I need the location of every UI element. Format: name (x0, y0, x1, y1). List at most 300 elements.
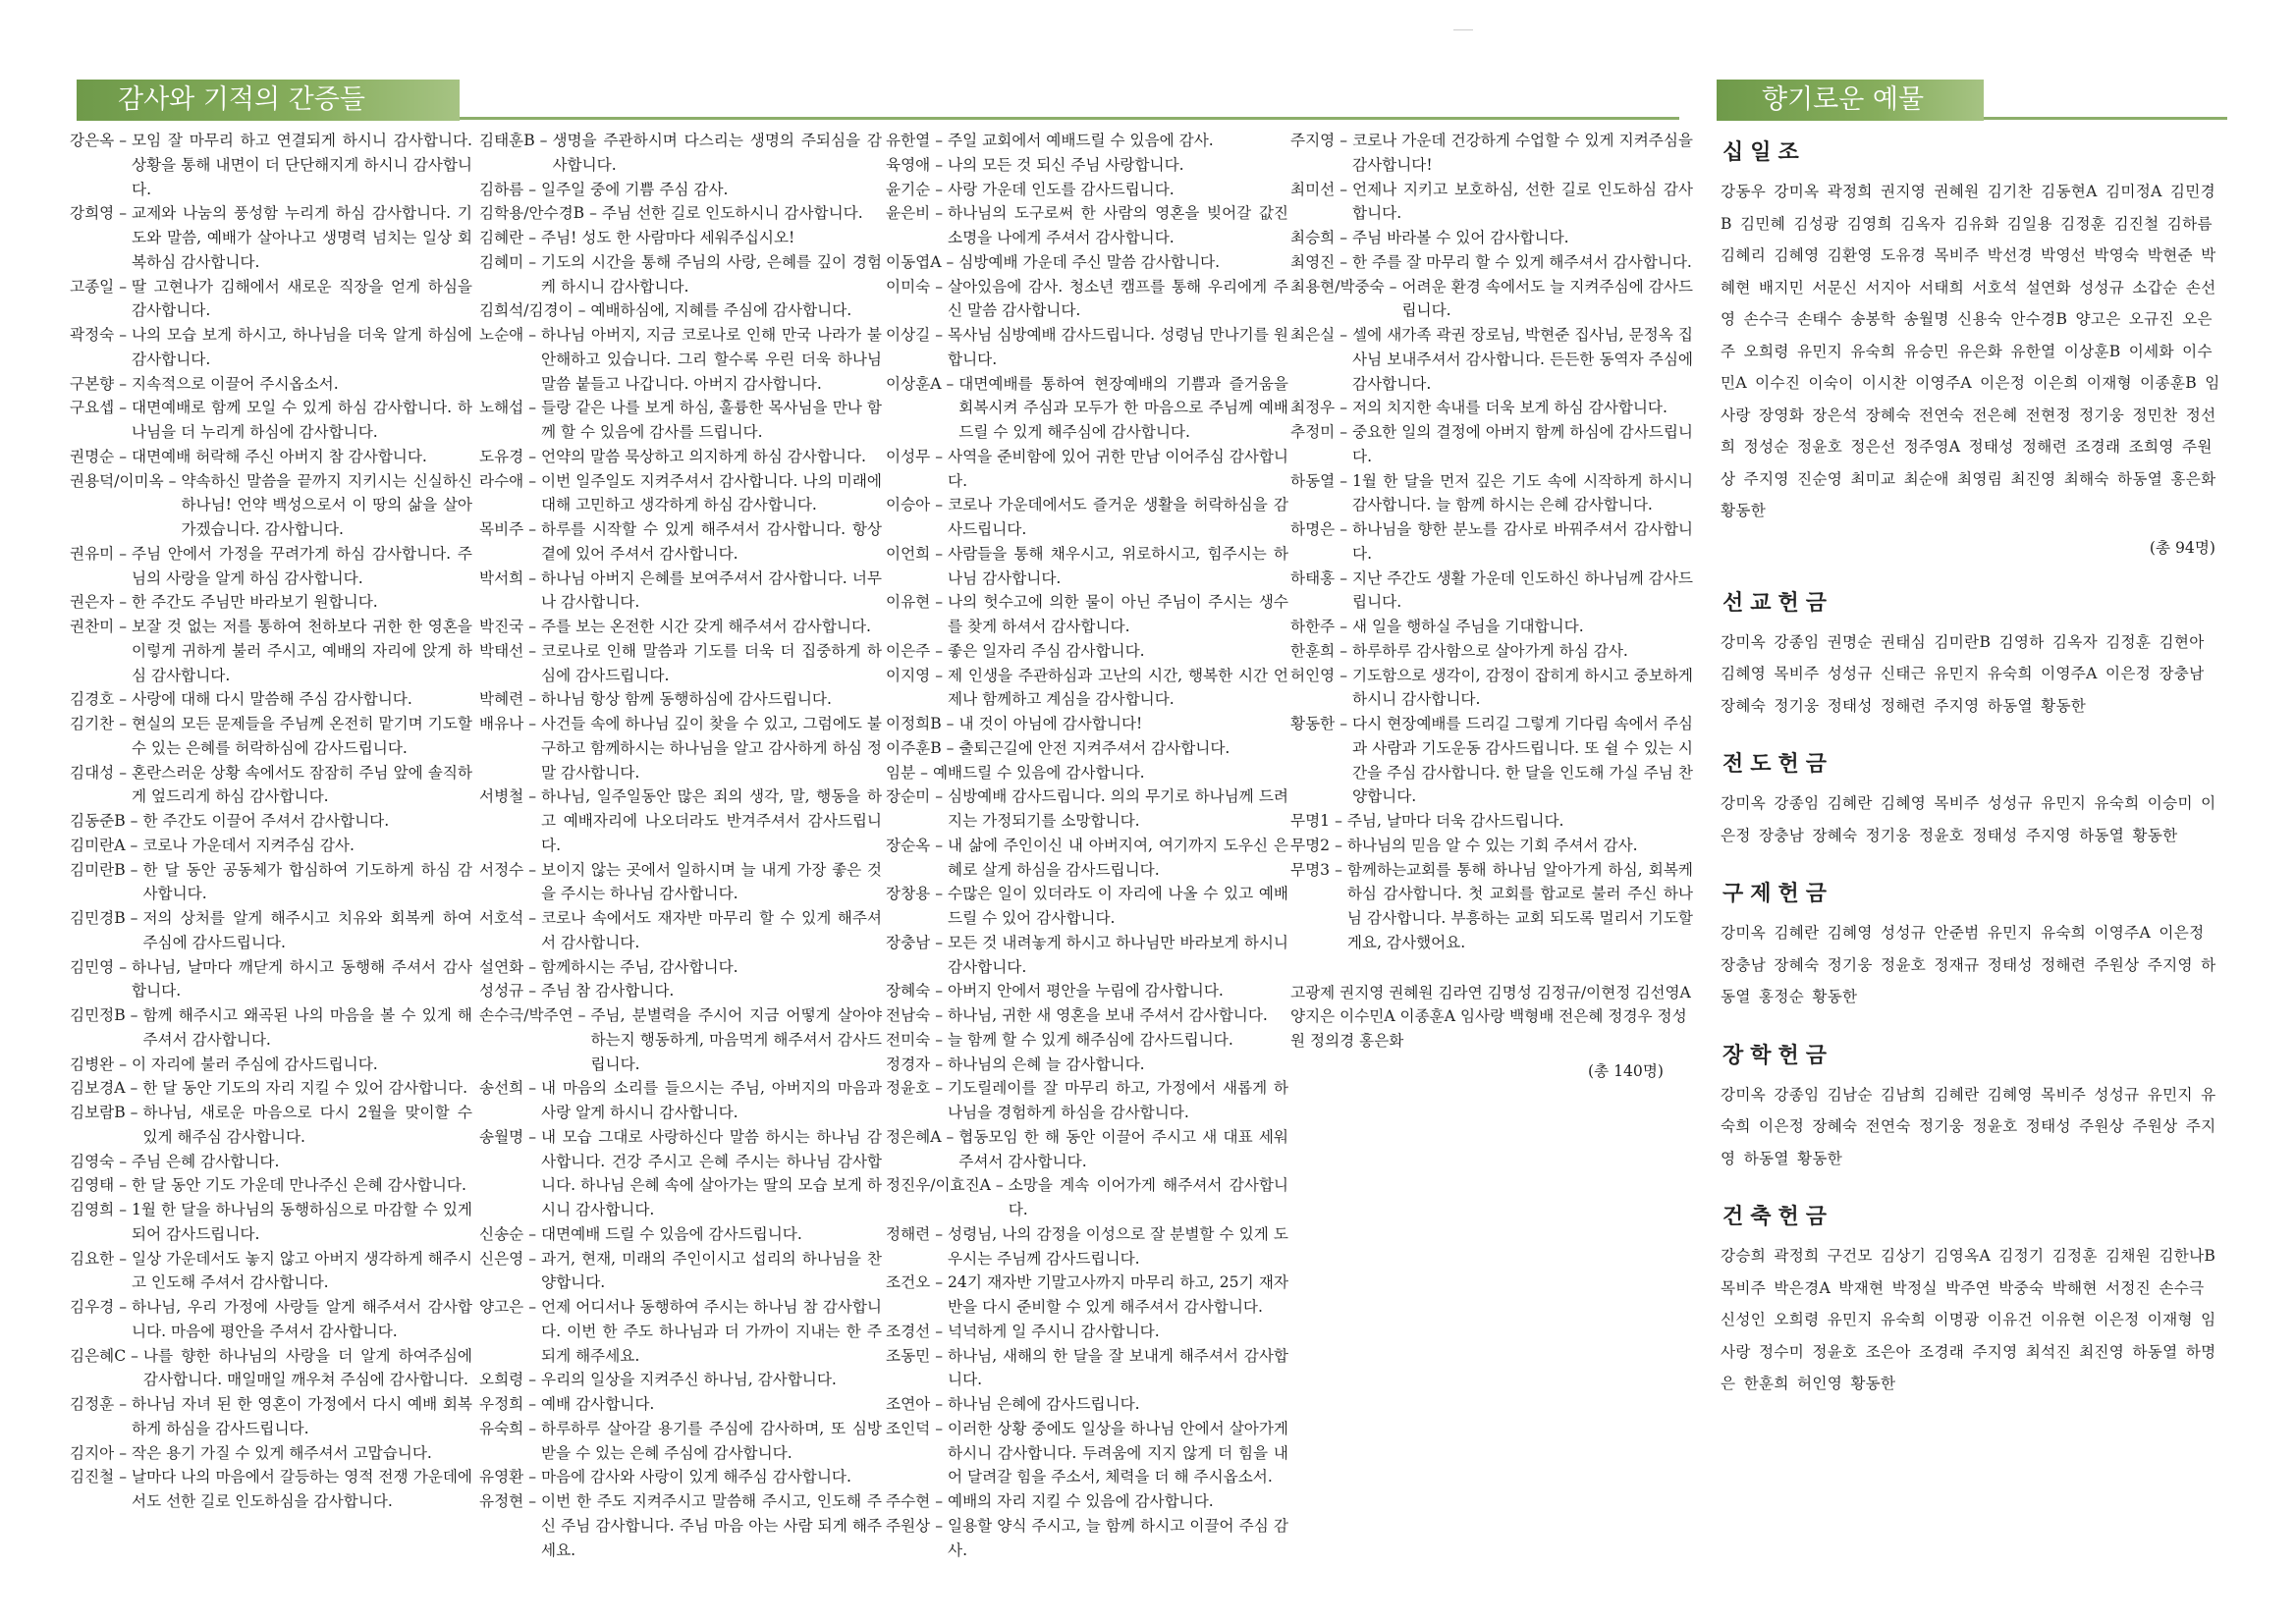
testimony-name: 성성규 (479, 982, 524, 1001)
testimony-entry (1290, 809, 1693, 834)
testimony-text: 사랑에 대해 다시 말씀해 주심 감사합니다. (132, 690, 412, 709)
testimony-text: 언제 어디서나 동행하여 주시는 하나님 참 감사합니다. 이번 한 주도 하나님과 더 가까이 지내는 한 주 되게 해주세요. (541, 1298, 882, 1365)
dash-separator: – (935, 1419, 943, 1437)
dash-separator: – (119, 399, 127, 417)
testimony-entry (479, 323, 882, 396)
testimony-text: 주일 교회에서 예배드릴 수 있음에 감사. (948, 132, 1214, 149)
testimony-column-2 (479, 129, 882, 1562)
dash-separator: – (935, 544, 943, 563)
dash-separator: – (946, 374, 955, 393)
dash-separator: – (1339, 715, 1347, 732)
dash-separator: – (1339, 641, 1347, 660)
testimony-entry (479, 1489, 882, 1562)
testimony-column-1 (70, 129, 472, 1514)
testimony-entry (1290, 517, 1693, 567)
testimony-text: 하루하루 감사함으로 살아가게 하심 감사. (1352, 641, 1628, 660)
testimony-text: 제 인생을 주관하심과 고난의 시간, 행복한 시간 언제나 함께하고 계심을 감사합니다. (948, 666, 1288, 709)
testimony-name: 최승희 (1290, 229, 1336, 246)
dash-separator: – (1339, 252, 1347, 271)
testimony-name: 최미선 (1290, 180, 1336, 198)
dash-separator: – (1389, 277, 1397, 296)
dash-separator: – (935, 496, 943, 514)
testimony-entry (70, 542, 472, 591)
dash-separator: – (528, 1079, 536, 1098)
testimony-text: 한 주간도 이끌어 주셔서 감사합니다. (142, 812, 390, 830)
testimony-entry (479, 1003, 882, 1076)
testimony-entry (479, 1247, 882, 1296)
testimony-text: 함께 해주시고 왜곡된 나의 마음을 볼 수 있게 해주셔서 감사합니다. (142, 1006, 472, 1049)
offerings-banner (1717, 80, 1984, 121)
testimony-text: 사랑 가운데 인도를 감사드립니다. (948, 180, 1175, 198)
testimony-entry (1290, 420, 1693, 469)
dash-separator: – (119, 1176, 127, 1195)
testimony-entry (479, 712, 882, 784)
dash-separator: – (589, 204, 597, 223)
testimony-entry (1290, 323, 1693, 396)
dash-separator: – (935, 1395, 943, 1413)
testimony-name: 유영환 (479, 1468, 524, 1487)
testimony-name: 양고은 (479, 1298, 524, 1316)
dash-separator: – (935, 836, 943, 854)
testimony-entry (70, 809, 472, 834)
testimony-entry (70, 445, 472, 469)
testimony-text: 하나님, 일주일동안 많은 죄의 생각, 말, 행동을 하고 예배자리에 나오더라도 반겨주셔서 감사드립니다. (541, 787, 882, 854)
testimony-entry (1290, 178, 1693, 227)
testimony-entry (886, 1125, 1288, 1174)
testimony-text: 하나님, 우리 가정에 사랑들 알게 해주셔서 감사합니다. 마음에 평안을 주셔서 감사합니다. (132, 1298, 472, 1340)
dash-separator: – (119, 544, 127, 563)
testimony-entry (886, 1173, 1288, 1222)
testimony-text: 하나님 아버지 은혜를 보여주셔서 감사합니다. 너무나 감사합니다. (541, 568, 882, 612)
offerings-banner-rule (1984, 117, 2227, 120)
dash-separator: – (528, 618, 536, 635)
testimony-text: 주를 보는 온전한 시간 갖게 해주셔서 감사합니다. (541, 618, 871, 635)
testimony-name: 김영태 (70, 1176, 115, 1195)
dash-separator: – (1339, 180, 1347, 198)
testimony-name: 조연아 (886, 1395, 931, 1413)
testimony-name: 박진국 (479, 618, 524, 635)
testimony-name: 김기찬 (70, 715, 115, 732)
dash-separator: – (935, 885, 943, 903)
testimony-text: 기도의 시간을 통해 주님의 사랑, 은혜를 깊이 경험케 하시니 감사합니다. (541, 252, 882, 296)
dash-separator: – (935, 277, 943, 296)
testimony-text: 한 주간도 주님만 바라보기 원합니다. (132, 593, 378, 612)
testimony-name: 김진철 (70, 1468, 115, 1487)
testimony-text: 예배드릴 수 있음에 감사합니다. (932, 763, 1145, 782)
testimony-text: 함께하시는 주님, 감사합니다. (541, 957, 738, 976)
testimony-text: 새 일을 행하실 주님을 기대합니다. (1352, 618, 1584, 635)
testimony-name: 조건오 (886, 1273, 931, 1292)
dash-separator: – (130, 1006, 138, 1024)
testimony-name: 고종일 (70, 277, 115, 296)
testimony-name: 권찬미 (70, 618, 115, 635)
top-rule (1453, 29, 1473, 30)
dash-separator: – (935, 447, 943, 465)
testimony-text: 주님 참 감사합니다. (541, 982, 675, 1001)
testimony-text: 대면예배 허락해 주신 아버지 참 감사합니다. (132, 447, 427, 465)
testimony-name: 설연화 (479, 957, 524, 976)
dash-separator: – (119, 618, 127, 635)
testimony-text: 날마다 나의 마음에서 갈등하는 영적 전쟁 가운데에서도 선한 길로 인도하심을 감사합니다. (132, 1468, 472, 1510)
testimony-text: 주님, 날마다 더욱 감사드립니다. (1346, 812, 1564, 830)
dash-separator: – (130, 812, 138, 830)
testimony-name: 이정희B (886, 715, 942, 732)
testimony-text: 코로나 가운데 건강하게 수업할 수 있게 지켜주심을 감사합니다! (1352, 132, 1693, 174)
testimony-count: (총 140명) (1587, 1061, 1664, 1080)
dash-separator: – (935, 204, 943, 223)
dash-separator: – (946, 738, 955, 757)
testimony-text: 모임 잘 마무리 하고 연결되게 하시니 감사합니다. 상황을 통해 내면이 더 단단해지게 하시니 감사합니다. (132, 132, 472, 198)
dash-separator: – (119, 204, 127, 223)
offering-count: (총 94명) (2149, 538, 2215, 557)
dash-separator: – (528, 909, 536, 927)
testimony-text: 하나님, 귀한 새 영혼을 보내 주셔서 감사합니다. (948, 1006, 1268, 1024)
testimony-text: 나의 헛수고에 의한 물이 아닌 주님이 주시는 생수를 찾게 하셔서 감사합니다. (948, 593, 1288, 635)
testimony-name: 하동열 (1290, 471, 1336, 490)
dash-separator: – (119, 715, 127, 732)
testimony-text: 주님 선한 길로 인도하시니 감사합니다. (601, 204, 863, 223)
testimony-name: 유한열 (886, 132, 931, 149)
testimony-entry (479, 858, 882, 907)
offering-section (1721, 877, 2221, 1013)
testimony-text: 넉넉하게 일 주시니 감사합니다. (948, 1322, 1160, 1340)
testimony-text: 수많은 일이 있더라도 이 자리에 나올 수 있고 예배드릴 수 있어 감사합니다. (948, 885, 1288, 927)
testimony-entry (70, 1441, 472, 1466)
testimony-text: 저의 상처를 알게 해주시고 치유와 회복케 하여 주심에 감사드립니다. (142, 909, 472, 951)
testimony-entry (886, 664, 1288, 713)
testimony-entry (886, 323, 1288, 372)
testimony-entry (886, 639, 1288, 664)
testimony-name: 임분 (886, 763, 916, 782)
testimony-name: 이주훈B (886, 738, 942, 757)
testimony-name: 장창용 (886, 885, 931, 903)
testimony-entry (479, 517, 882, 567)
testimony-name: 이상훈A (886, 374, 942, 393)
testimony-entry (886, 590, 1288, 639)
testimony-text: 주님 은혜 감사합니다. (132, 1152, 280, 1170)
dash-separator: – (1339, 132, 1347, 149)
testimony-text: 늘 함께 할 수 있게 해주심에 감사드립니다. (948, 1030, 1233, 1049)
dash-separator: – (119, 1055, 127, 1073)
testimony-name: 김태훈B (479, 132, 535, 149)
offering-section (1721, 747, 2221, 851)
testimony-name: 우정희 (479, 1395, 524, 1413)
testimony-entry (1290, 639, 1693, 664)
testimony-text: 작은 용기 가질 수 있게 해주셔서 고맙습니다. (132, 1443, 432, 1462)
testimony-entry (886, 1514, 1288, 1563)
dash-separator: – (935, 1079, 943, 1098)
dash-separator: – (119, 1201, 127, 1218)
dash-separator: – (119, 1298, 127, 1316)
testimony-name: 정은혜A (886, 1127, 942, 1146)
testimony-entry (886, 129, 1288, 153)
extra-names-text: 고광제 권지영 권혜원 김라연 김명성 김정규/이현정 김선영A 양지은 이수민A 이종훈A 임사랑 백형배 전은혜 정경우 정성원 정의경 홍은화 (1290, 983, 1691, 1050)
testimony-entry (1290, 664, 1693, 713)
offering-section (1721, 1200, 2221, 1400)
testimony-name: 이상길 (886, 326, 931, 344)
testimony-text: 심방예배 가운데 주신 말씀 감사합니다. (958, 252, 1221, 271)
testimony-name: 손수극/박주연 (479, 1006, 574, 1024)
testimony-entry (1290, 275, 1693, 324)
testimony-entry (886, 153, 1288, 178)
testimony-text: 다시 현장예배를 드리길 그렇게 기다림 속에서 주심과 사람과 기도운동 감사드립니다. 또 쉴 수 있는 시간을 주심 감사합니다. 한 달을 인도해 가실 주님 찬양합니다. (1352, 715, 1693, 806)
testimony-entry (479, 1076, 882, 1125)
testimony-entry (479, 226, 882, 250)
testimony-entry (70, 372, 472, 397)
dash-separator: – (539, 132, 548, 149)
testimony-name: 이은주 (886, 641, 931, 660)
testimony-entry (886, 761, 1288, 785)
testimony-text: 하나님 은혜에 감사드립니다. (948, 1395, 1140, 1413)
extra-names-block (1290, 981, 1693, 1054)
testimony-text: 이러한 상황 중에도 일상을 하나님 안에서 살아가게 하시니 감사합니다. 두려움에 지지 않게 더 힘을 내어 달려갈 힘을 주소서, 체력을 더 해 주시옵소서. (948, 1419, 1288, 1487)
testimony-text: 하루를 시작할 수 있게 해주셔서 감사합니다. 항상 곁에 있어 주셔서 감사합니다. (541, 520, 882, 563)
testimony-name: 서호석 (479, 909, 524, 927)
testimony-name: 김미란A (70, 836, 126, 854)
testimony-text: 주님 안에서 가정을 꾸려가게 하심 감사합니다. 주님의 사랑을 알게 하심 감사합니다. (132, 544, 472, 587)
dash-separator: – (946, 715, 955, 732)
testimony-text: 생명을 주관하시며 다스리는 생명의 주되심을 감사합니다. (552, 132, 882, 174)
dash-separator: – (528, 1298, 536, 1316)
testimony-name: 장순미 (886, 787, 931, 806)
offerings-list (1721, 135, 2221, 1426)
dash-separator: – (1339, 423, 1347, 441)
offering-section (1721, 586, 2221, 723)
dash-separator: – (935, 1006, 943, 1024)
testimony-text: 일용할 양식 주시고, 늘 함께 하시고 이끌어 주심 감사. (948, 1516, 1288, 1559)
testimony-entry (479, 178, 882, 202)
testimony-name: 육영애 (886, 155, 931, 174)
dash-separator: – (130, 909, 138, 927)
testimony-name: 최영진 (1290, 252, 1336, 271)
testimony-name: 서정수 (479, 860, 524, 879)
dash-separator: – (528, 252, 536, 271)
testimony-name: 김지아 (70, 1443, 115, 1462)
dash-separator: – (528, 860, 536, 879)
testimony-entry (479, 955, 882, 980)
testimony-name: 한훈희 (1290, 641, 1336, 660)
testimony-entry (70, 712, 472, 761)
dash-separator: – (935, 593, 943, 612)
testimony-entry (70, 469, 472, 542)
testimony-text: 내 마음의 소리를 들으시는 주님, 아버지의 마음과 사랑 알게 하시니 감사합니다. (541, 1079, 882, 1121)
testimony-entry (1290, 567, 1693, 616)
dash-separator: – (528, 471, 536, 490)
testimony-entry (886, 493, 1288, 542)
testimony-entry (886, 445, 1288, 494)
dash-separator: – (119, 277, 127, 296)
dash-separator: – (528, 1468, 536, 1487)
testimony-name: 최은실 (1290, 326, 1336, 344)
dash-separator: – (935, 1346, 943, 1365)
dash-separator: – (935, 1322, 943, 1340)
dash-separator: – (528, 447, 536, 465)
testimony-name: 장혜숙 (886, 982, 931, 1001)
testimony-text: 한 달 동안 공동체가 합심하여 기도하게 하심 감사합니다. (142, 860, 472, 903)
testimony-name: 정윤호 (886, 1079, 931, 1098)
testimony-entry (70, 687, 472, 712)
testimony-text: 기도릴레이를 잘 마무리 하고, 가정에서 새롭게 하나님을 경험하게 하심을 감사합니다. (948, 1079, 1288, 1121)
offering-section-title: 선교헌금 (1722, 590, 1834, 616)
offering-names: 강미옥 강종임 김혜란 김혜영 목비주 성성규 유민지 유숙희 이승미 이은정 장충남 장혜숙 정기웅 정윤호 정태성 주지영 하동열 황동한 (1721, 794, 2216, 844)
dash-separator: – (119, 1395, 127, 1413)
testimony-entry (479, 1222, 882, 1247)
testimony-name: 김경호 (70, 690, 115, 709)
dash-separator: – (528, 1419, 536, 1437)
testimony-text: 언약의 말씀 묵상하고 의지하게 하심 감사합니다. (541, 447, 867, 465)
testimony-name: 박태선 (479, 641, 524, 660)
testimony-entry (479, 201, 882, 226)
testimony-name: 권은자 (70, 593, 115, 612)
testimony-name: 김우경 (70, 1298, 115, 1316)
testimony-entry (886, 1392, 1288, 1417)
testimony-name: 이미숙 (886, 277, 931, 296)
testimony-name: 김혜란 (479, 229, 524, 246)
testimony-entry (1290, 615, 1693, 639)
testimony-name: 박서희 (479, 568, 524, 587)
testimony-text: 이번 일주일도 지켜주셔서 감사합니다. 나의 미래에 대해 고민하고 생각하게 하심 감사합니다. (541, 471, 882, 514)
testimony-text: 한 달 동안 기도의 자리 지킬 수 있어 감사합니다. (142, 1079, 468, 1098)
testimony-entry (886, 178, 1288, 202)
testimony-entry (1290, 226, 1693, 250)
testimony-text: 코로나 가운데에서도 즐거운 생활을 허락하심을 감사드립니다. (948, 496, 1288, 538)
testimony-text: 딸 고현나가 김해에서 새로운 직장을 얻게 하심을 감사합니다. (132, 277, 472, 320)
testimony-entry (1290, 712, 1693, 809)
testimony-name: 김은혜C (70, 1346, 127, 1365)
testimony-text: 사역을 준비함에 있어 귀한 만남 이어주심 감사합니다. (948, 447, 1288, 490)
testimony-entry (886, 784, 1288, 834)
testimony-name: 노해섭 (479, 399, 524, 417)
dash-separator: – (119, 374, 127, 393)
testimony-name: 김민영 (70, 957, 115, 976)
testimony-text: 좋은 일자리 주심 감사합니다. (948, 641, 1145, 660)
testimony-text: 내 모습 그대로 사랑하신다 말씀 하시는 하나님 감사합니다. 건강 주시고 은혜 주시는 하나님 감사합니다. 하나님 은혜 속에 살아가는 딸의 모습 보게 하시니 감사합니다. (541, 1127, 882, 1218)
testimony-text: 이 자리에 불러 주심에 감사드립니다. (132, 1055, 378, 1073)
testimony-entry (886, 712, 1288, 736)
dash-separator: – (1339, 471, 1347, 490)
testimony-entry (70, 1150, 472, 1174)
testimony-text: 이번 한 주도 지켜주시고 말씀해 주시고, 인도해 주신 주님 감사합니다. 주님 마음 아는 사람 되게 해주세요. (541, 1492, 882, 1559)
testimony-entry (70, 1173, 472, 1198)
testimony-name: 김희석/김경이 (479, 301, 574, 320)
testimony-entry (886, 1320, 1288, 1344)
testimony-name: 이승아 (886, 496, 931, 514)
testimony-text: 하나님 아버지, 지금 코로나로 인해 만국 나라가 불안해하고 있습니다. 그리 할수록 우린 더욱 하나님 말씀 붙들고 나갑니다. 아버지 감사합니다. (541, 326, 882, 393)
offering-section (1721, 1039, 2221, 1175)
testimony-name: 구요셉 (70, 399, 115, 417)
testimony-text: 협동모임 한 해 동안 이끌어 주시고 새 대표 세워주셔서 감사합니다. (958, 1127, 1288, 1170)
testimony-entry (479, 469, 882, 518)
dash-separator: – (528, 180, 536, 198)
testimony-name: 라수애 (479, 471, 524, 490)
testimony-extra-names (1290, 981, 1693, 1084)
testimony-text: 코로나로 인해 말씀과 기도를 더욱 더 집중하게 하심에 감사드립니다. (541, 641, 882, 684)
testimony-text: 하나님의 도구로써 한 사람의 영혼을 빚어갈 값진 소명을 나에게 주셔서 감사합니다. (948, 204, 1288, 246)
testimony-name: 이성무 (886, 447, 931, 465)
dash-separator: – (119, 447, 127, 465)
testimony-entry (70, 615, 472, 687)
testimony-entry (70, 201, 472, 274)
testimony-name: 목비주 (479, 520, 524, 538)
testimony-name: 신송순 (479, 1224, 524, 1243)
testimony-entry (70, 834, 472, 858)
testimony-entry (479, 567, 882, 616)
testimony-name: 김영숙 (70, 1152, 115, 1170)
testimony-entry (479, 615, 882, 639)
testimony-name: 유정현 (479, 1492, 524, 1510)
dash-separator: – (1335, 860, 1342, 879)
testimony-entry (1290, 129, 1693, 178)
dash-separator: – (935, 666, 943, 684)
testimony-text: 내 삶에 주인이신 내 아버지여, 여기까지 도우신 은혜로 살게 하심을 감사드립니다. (948, 836, 1288, 879)
dash-separator: – (119, 1468, 127, 1487)
testimony-entry (886, 542, 1288, 591)
testimony-text: 1월 한 달을 하나님의 동행하심으로 마감할 수 있게 되어 감사드립니다. (132, 1201, 472, 1243)
testimony-text: 성령님, 나의 감정을 이성으로 잘 분별할 수 있게 도우시는 주님께 감사드립니다. (948, 1224, 1288, 1268)
dash-separator: – (1335, 836, 1342, 854)
testimony-text: 언제나 지키고 보호하심, 선한 길로 인도하심 감사합니다. (1352, 180, 1693, 223)
testimony-name: 윤기순 (886, 180, 931, 198)
testimony-entry (479, 129, 882, 178)
dash-separator: – (130, 1104, 138, 1121)
testimony-name: 유숙희 (479, 1419, 524, 1437)
testimony-text: 하루하루 살아갈 용기를 주심에 감사하며, 또 심방 받을 수 있는 은혜 주심에 감사합니다. (541, 1419, 882, 1462)
testimony-text: 보이지 않는 곳에서 일하시며 늘 내게 가장 좋은 것을 주시는 하나님 감사합니다. (541, 860, 882, 903)
testimony-entry (70, 761, 472, 810)
testimony-entry (886, 372, 1288, 445)
testimony-text: 주님! 성도 한 사람마다 세워주십시오! (541, 229, 795, 246)
testimony-text: 출퇴근길에 안전 지켜주셔서 감사합니다. (958, 738, 1230, 757)
testimony-name: 신은영 (479, 1249, 524, 1268)
offering-section-title: 장학헌금 (1722, 1043, 1834, 1068)
testimony-name: 도유경 (479, 447, 524, 465)
testimony-name: 김보람B (70, 1104, 126, 1121)
testimony-entry (886, 736, 1288, 761)
testimony-entry (1290, 834, 1693, 858)
testimony-text: 들랑 같은 나를 보게 하심, 훌륭한 목사님을 만나 함께 할 수 있음에 감사를 드립니다. (541, 399, 882, 441)
dash-separator: – (577, 1006, 586, 1024)
testimony-name: 윤은비 (886, 204, 931, 223)
testimony-text: 일상 가운데서도 놓지 않고 아버지 생각하게 해주시고 인도해 주셔서 감사합니다. (132, 1249, 472, 1292)
testimony-text: 1월 한 달을 먼저 깊은 기도 속에 시작하게 하시니 감사합니다. 늘 함께 하시는 은혜 감사합니다. (1352, 471, 1693, 514)
testimony-entry (886, 882, 1288, 931)
dash-separator: – (528, 715, 536, 732)
testimony-text: 현실의 모든 문제들을 주님께 온전히 맡기며 기도할 수 있는 은혜를 허락하심에 감사드립니다. (132, 715, 472, 757)
dash-separator: – (935, 326, 943, 344)
testimony-text: 예배 감사합니다. (541, 1395, 655, 1413)
dash-separator: – (130, 860, 138, 879)
testimony-name: 구본향 (70, 374, 115, 393)
testimony-entry (479, 1368, 882, 1392)
testimony-entry (886, 1489, 1288, 1514)
testimony-entry (70, 275, 472, 324)
dash-separator: – (920, 763, 928, 782)
testimony-name: 김정훈 (70, 1395, 115, 1413)
testimony-entry (886, 834, 1288, 883)
testimony-text: 대면예배로 함께 모일 수 있게 하심 감사합니다. 하나님을 더 누리게 하심에 감사합니다. (132, 399, 472, 441)
offering-names: 강미옥 강종임 권명순 권태심 김미란B 김영하 김옥자 김정훈 김현아 김혜영 목비주 성성규 신태근 유민지 유숙희 이영주A 이은정 장충남 장혜숙 정기웅 정태성 정해련 주지영 하동열 황동한 (1721, 632, 2205, 715)
offering-names: 강동우 강미옥 곽정희 권지영 권혜원 김기찬 김동현A 김미정A 김민경B 김민혜 김성광 김영희 김옥자 김유화 김일용 김정훈 김진철 김하름 김혜리 김혜영 김환영 도유경 목비주 박선경 박영선 박영숙 박현준 박혜현 배지민 서문신 서지아 서태희 서호석 설연화 성성규 소갑순 손선영 손수극 손태수 송봉학 송월명 신용숙 안수경B 양고은 오규진 오은주 오희령 유민지 유숙희 유승민 유은화 유한열 이상훈B 이세화 이수민A 이수진 이숙이 이시찬 이영주A 이은정 이은희 이재형 이종훈B 임사랑 장영화 장은석 장혜숙 전연숙 전은혜 전현정 정기웅 정민찬 정선희 정성순 정윤호 정은선 정주영A 정태성 정해련 조경래 조희영 주원상 주지영 진순영 최미교 최순애 최영림 최진영 최해숙 하동열 홍은화 황동한 (1721, 183, 2220, 519)
testimony-entry (70, 906, 472, 955)
testimony-entry (479, 1465, 882, 1489)
dash-separator: – (119, 326, 127, 344)
testimony-entry (479, 639, 882, 688)
testimonies-title: 감사와 기적의 간증들 (118, 84, 365, 115)
testimony-text: 하나님, 날마다 깨닫게 하시고 동행해 주셔서 감사합니다. (132, 957, 472, 1001)
testimony-name: 최용현/박중숙 (1290, 277, 1385, 296)
testimony-text: 한 주를 잘 마무리 할 수 있게 해주셔서 감사합니다. (1352, 252, 1692, 271)
testimony-entry (886, 275, 1288, 324)
